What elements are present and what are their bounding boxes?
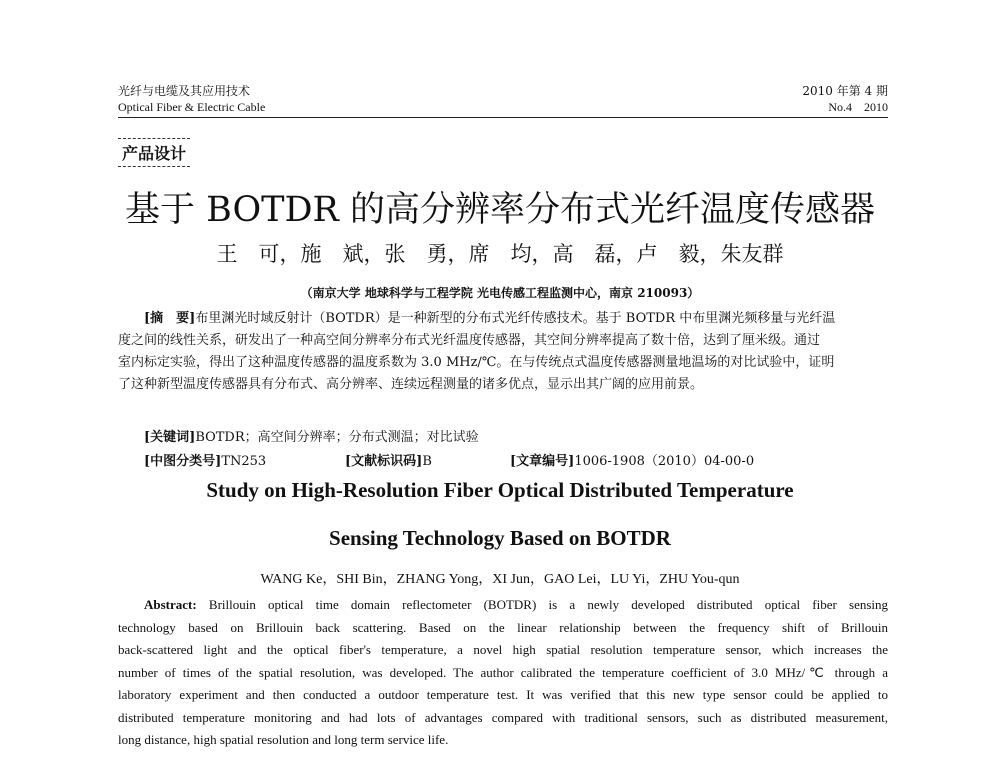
journal-name-en: Optical Fiber & Electric Cable [118, 100, 266, 114]
abstract-en: Abstract: Brillouin optical time domain reflectometer (BOTDR) is a newly developed distributed optical fiber sensing technology based on Brillouin back scattering. Based on the linear relationship between the frequency shift of Brillouin back-scattered light and the optical fiber's temperature, a novel high spatial resolution temperature sensor, which increases the number of times of the spatial resolution, was developed. The author calibrated the temperature coefficient of 3.0 MHz/℃ through a laboratory experiment and then conducted a outdoor temperature test. It was verified that this new type sensor could be applied to distributed temperature monitoring and had lots of advantages compared with traditional sensors, such as distributed measurement, long distance, high spatial resolution and long term service life. [118, 597, 889, 747]
title-en-line-1: Study on High-Resolution Fiber Optical Distributed Temperature [206, 478, 794, 502]
article-number: [文章编号]1006-1908（2010）04-00-0 [510, 454, 755, 469]
section-label: 产品设计 [118, 138, 190, 167]
keywords: [关键词]BOTDR；高空间分辨率；分布式测温；对比试验 [144, 430, 479, 445]
title-en-line-2: Sensing Technology Based on BOTDR [329, 526, 671, 550]
issue-en: No.4 2010 [828, 100, 888, 114]
abstract-cn-label: [摘 要] [144, 311, 196, 326]
title-cn: 基于 BOTDR 的高分辨率分布式光纤温度传感器 [124, 190, 876, 230]
classification: [中图分类号]TN253 [144, 454, 267, 469]
journal-name-cn: 光纤与电缆及其应用技术 [118, 84, 251, 98]
abstract-cn: [摘 要]布里渊光时域反射计（BOTDR）是一种新型的分布式光纤传感技术。基于 BOTDR 中布里渊光频移量与光纤温 度之间的线性关系，研发出了一种高空间分辨率分布式光纤温度传感器，其空间分辨率提高了数十倍，达到了厘米级。通过 室内标定实验，得出了这种温度传感器的温度系数为 3.0 MHz/℃。在与传统点式温度传感器测量地温场的对比试验中，证明 了这种新型温度传感器具有分布式、高分辨率、连续远程测量的诸多优点，显示出其广阔的应用前景。 [118, 311, 836, 392]
doc-code: [文献标识码]B [345, 454, 432, 469]
affiliation: （南京大学 地球科学与工程学院 光电传感工程监测中心，南京 210093） [300, 286, 700, 300]
header-rule [118, 117, 888, 118]
authors-en: WANG Ke，SHI Bin，ZHANG Yong，XI Jun，GAO Lei，LU Yi，ZHU You-qun [260, 572, 740, 587]
authors-cn: 王 可，施 斌，张 勇，席 均，高 磊，卢 毅，朱友群 [216, 242, 784, 266]
issue-cn: 2010 年第 4 期 [802, 84, 888, 98]
